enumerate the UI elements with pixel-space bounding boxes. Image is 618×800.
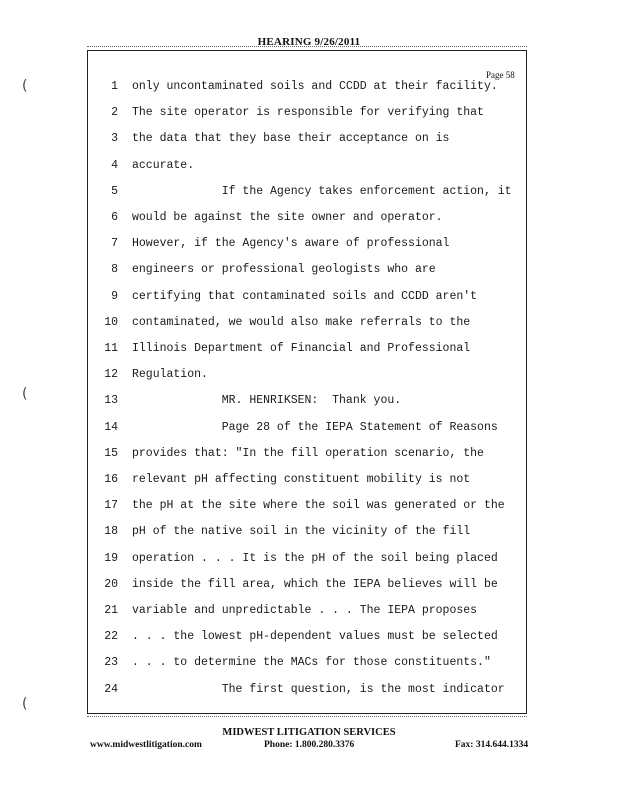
line-text: contaminated, we would also make referrals to the	[132, 315, 471, 329]
transcript-line	[0, 496, 618, 516]
line-number: 14	[104, 420, 118, 434]
transcript-line	[0, 470, 618, 490]
line-number: 4	[111, 158, 118, 172]
line-text: However, if the Agency's aware of professional	[132, 237, 450, 251]
line-number: 11	[104, 342, 118, 355]
transcript-line	[0, 627, 618, 647]
line-number: 18	[104, 525, 118, 539]
transcript-line	[0, 522, 618, 542]
transcript-line	[0, 103, 618, 123]
line-number: 17	[104, 499, 118, 513]
line-number: 9	[111, 289, 118, 303]
line-text: operation . . . It is the pH of the soil being placed	[132, 551, 498, 565]
line-text: . . . to determine the MACs for those constituents."	[132, 656, 491, 670]
transcript-line	[0, 313, 618, 333]
footer-contact-row	[0, 740, 618, 754]
transcript-line	[0, 444, 618, 464]
line-text: MR. HENRIKSEN: Thank you.	[132, 394, 402, 408]
document-header: HEARING 9/26/2011	[257, 36, 361, 48]
transcript-line	[0, 234, 618, 254]
footer-company: MIDWEST LITIGATION SERVICES	[222, 727, 396, 738]
line-number: 16	[104, 473, 118, 486]
page-number: Page 58	[486, 70, 515, 80]
line-number: 19	[104, 551, 118, 565]
line-text: provides that: "In the fill operation scenario, the	[132, 446, 484, 460]
line-text: The first question, is the most indicator	[132, 682, 505, 696]
transcript-line	[0, 129, 618, 149]
line-text: . . . the lowest pH-dependent values must be selected	[132, 630, 498, 644]
line-number: 7	[111, 237, 118, 251]
line-text: inside the fill area, which the IEPA believes will be	[132, 577, 498, 591]
line-text: Page 28 of the IEPA Statement of Reasons	[132, 420, 498, 434]
line-text: pH of the native soil in the vicinity of the fill	[132, 525, 471, 539]
line-text: engineers or professional geologists who are	[132, 263, 436, 277]
line-text: If the Agency takes enforcement action, it	[132, 184, 512, 198]
line-text: Regulation.	[132, 368, 208, 382]
transcript-line	[0, 391, 618, 411]
transcript-line	[0, 601, 618, 621]
line-text: The site operator is responsible for verifying that	[132, 106, 484, 120]
line-number: 22	[104, 630, 118, 644]
line-text: would be against the site owner and operator.	[132, 211, 443, 224]
transcript-line	[0, 575, 618, 595]
transcript-line	[0, 418, 618, 438]
line-number: 5	[111, 184, 118, 198]
line-text: the pH at the site where the soil was generated or the	[132, 499, 505, 513]
line-number: 21	[104, 604, 118, 617]
line-number: 15	[104, 446, 118, 460]
line-number: 23	[104, 656, 118, 670]
frame-top-rule	[87, 46, 527, 49]
line-number: 8	[111, 263, 118, 277]
transcript-line	[0, 287, 618, 307]
line-number: 3	[111, 132, 118, 146]
line-text: only uncontaminated soils and CCDD at their facility.	[132, 80, 498, 93]
frame-bottom-rule	[87, 716, 527, 719]
transcript-line	[0, 156, 618, 176]
footer-phone: Phone: 1.800.280.3376	[264, 740, 355, 750]
transcript-line	[0, 77, 618, 97]
transcript-line	[0, 680, 618, 700]
line-text: relevant pH affecting constituent mobility is not	[132, 473, 471, 486]
line-number: 20	[104, 577, 118, 591]
transcript-line	[0, 260, 618, 280]
line-number: 1	[111, 80, 118, 93]
line-number: 12	[104, 368, 118, 382]
footer-website: www.midwestlitigation.com	[90, 740, 202, 750]
transcript-line	[0, 549, 618, 569]
transcript-line	[0, 365, 618, 385]
line-text: variable and unpredictable . . . The IEPA proposes	[132, 604, 478, 617]
line-text: Illinois Department of Financial and Professional	[132, 342, 471, 355]
line-number: 6	[111, 211, 118, 224]
transcript-line	[0, 182, 618, 202]
line-text: accurate.	[132, 158, 195, 172]
transcript-line	[0, 339, 618, 359]
margin-bracket-mark: (	[22, 696, 28, 712]
footer-fax: Fax: 314.644.1334	[455, 740, 529, 750]
line-number: 2	[111, 106, 118, 120]
line-text: certifying that contaminated soils and CCDD aren't	[132, 289, 478, 303]
transcript-line	[0, 208, 618, 228]
margin-bracket-mark: (	[22, 386, 28, 402]
line-text: the data that they base their acceptance on is	[132, 132, 450, 146]
line-number: 13	[104, 394, 118, 408]
margin-bracket-mark: (	[22, 78, 28, 94]
transcript-line	[0, 653, 618, 673]
line-number: 10	[104, 315, 118, 329]
line-number: 24	[104, 682, 118, 696]
